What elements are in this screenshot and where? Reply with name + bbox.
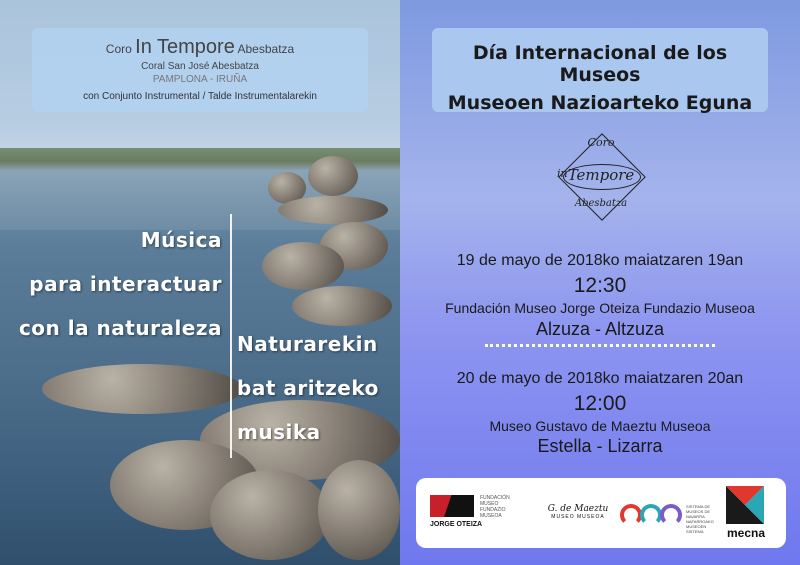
rock — [308, 156, 358, 196]
mecna-wordmark: mecna — [726, 526, 766, 540]
event-1-venue: Fundación Museo Jorge Oteiza Fundazio Museoa — [445, 300, 755, 316]
event-2-date: 20 de mayo de 2018ko maiatzaren 20an — [456, 370, 744, 387]
logo-abesbatza: Abesbatza — [574, 198, 628, 209]
mecna-logo — [720, 486, 772, 542]
choir-logo — [547, 122, 655, 230]
event-1-time: 12:30 — [573, 274, 627, 297]
title-eu-line: bat aritzeko — [237, 376, 379, 400]
event-2-venue: Museo Gustavo de Maeztu Museoa — [489, 418, 711, 434]
title-basque — [237, 322, 379, 454]
event-2-time: 12:00 — [573, 392, 627, 415]
event-1-date: 19 de mayo de 2018ko maiatzaren 19an — [456, 252, 744, 269]
maeztu-signature: G. de Maeztu — [547, 504, 609, 514]
event-2-place: Estella - Lizarra — [537, 436, 663, 456]
sms-teal-icon — [640, 504, 662, 526]
header-line-eu: Museoen Nazioarteko Eguna — [447, 92, 753, 114]
title-es-line: con la naturaleza — [18, 316, 222, 340]
choir-name: In Tempore — [135, 36, 235, 58]
title-eu-line: musika — [237, 420, 321, 444]
rock — [262, 242, 344, 290]
title-eu-line: Naturarekin — [237, 332, 378, 356]
title-es-line: Música — [140, 228, 222, 252]
logo-tempore: Tempore — [567, 166, 635, 184]
rock — [318, 460, 400, 560]
rock — [278, 196, 388, 224]
title-spanish — [19, 218, 222, 350]
maeztu-subtitle: MUSEO MUSEOA — [551, 514, 605, 520]
choir-suffix: Abesbatza — [237, 42, 295, 56]
oteiza-fundacion: FUNDACIÓN MUSEO FUNDAZIO MUSEOA — [480, 495, 510, 519]
ensemble-line: con Conjunto Instrumental / Talde Instrumentalarekin — [83, 91, 317, 102]
maeztu-logo — [538, 504, 618, 528]
event-1-place: Alzuza - Altzuza — [535, 319, 665, 339]
choir-city: PAMPLONA - IRUÑA — [152, 74, 248, 85]
title-es-line: para interactuar — [29, 272, 222, 296]
coral-name: Coral San José Abesbatza — [141, 61, 259, 72]
sms-purple-icon — [660, 504, 682, 526]
oteiza-name: JORGE OTEIZA — [430, 521, 483, 528]
oteiza-logo — [430, 491, 540, 537]
sponsor-bar — [416, 478, 786, 548]
dotted-separator — [485, 344, 715, 347]
title-divider — [230, 214, 232, 458]
logo-coro: Coro — [587, 136, 615, 149]
rock — [42, 364, 242, 414]
museum-day-header — [432, 28, 768, 112]
choir-name-line — [32, 36, 368, 59]
choir-info-box — [32, 28, 368, 112]
museum-system-logo — [620, 498, 716, 534]
rock — [210, 470, 330, 560]
sms-text: SISTEMA DE MUSEOS DE NAVARRA NAFARROAKO MUSEOEN SISTEMA — [686, 504, 714, 534]
rock — [292, 286, 392, 326]
choir-prefix: Coro — [105, 42, 132, 56]
logo-in: in — [557, 167, 568, 180]
sms-red-icon — [620, 504, 642, 526]
header-line-es: Día Internacional de los Museos — [472, 42, 728, 86]
right-panel — [400, 0, 800, 565]
